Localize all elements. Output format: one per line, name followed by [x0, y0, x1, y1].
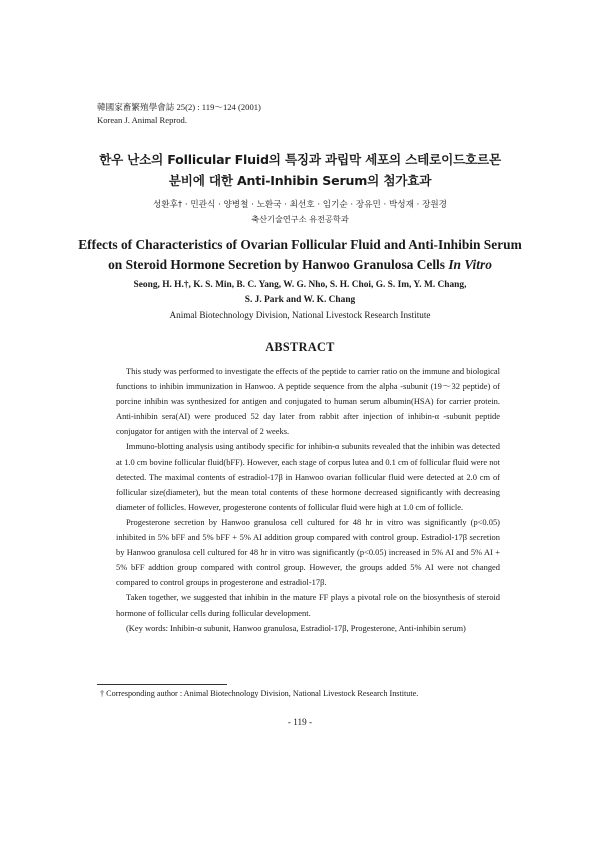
- abstract-paragraph-4: Taken together, we suggested that inhibin in the mature FF plays a pivotal role on the biosynthesis of steroid hormone of follicular cells during follicular development.: [116, 592, 500, 618]
- abstract-paragraph-1: This study was performed to investigate the effects of the peptide to carrier ratio on the immune and biological functions to inhibin immunization in Hanwoo. A peptide sequence from the alpha -subunit (19～32 peptide) of porcine inhibin was synthesized for antigen and conjugated to human serum albumin(HSA) for carrier protein. Anti-inhibin sera(AI) were produced 52 day later from rabbit after injection of inhibin-α -subunit peptide conjugator for antigen with the interval of 2 weeks.: [116, 366, 500, 437]
- journal-name: Korean J. Animal Reprod.: [97, 114, 187, 125]
- english-title-line-1: Effects of Characteristics of Ovarian Follicular Fluid and Anti-Inhibin Serum: [78, 237, 522, 252]
- english-authors-line-1: Seong, H. H.†, K. S. Min, B. C. Yang, W. G. Nho, S. H. Choi, G. S. Im, Y. M. Chang,: [133, 280, 467, 290]
- english-title-line-2: [0, 257, 600, 273]
- english-title-line-2-main: on Steroid Hormone Secretion by Hanwoo Granulosa Cells: [108, 257, 449, 272]
- korean-title-line-1: 한우 난소의 Follicular Fluid의 특징과 과립막 세포의 스테로이드호르몬: [99, 152, 501, 167]
- journal-citation: 韓國家畜繁殖學會誌 25(2) : 119～124 (2001): [97, 102, 261, 112]
- korean-affiliation: 축산기술연구소 유전공학과: [251, 214, 349, 224]
- abstract-paragraph-2: Immuno-blotting analysis using antibody specific for inhibin-α subunits revealed that the inhibin was detected at 1.0 cm bovine follicular fluid(bFF). However, each stage of corpus lutea and 0.1 cm of follicular fluid were not detected. The maximal contents of estradiol-17β in Hanwoo ovarian follicular fluid were detected at 2.0 cm of follicular size(diameter), but the mean total contents of these hormone decreased significantly with decreasing diameter of follicles. However, progesterone contents of follicular fluid were high at 1.0 cm of follicle.: [116, 441, 500, 512]
- journal-header: [97, 101, 261, 126]
- abstract-heading: ABSTRACT: [265, 340, 335, 354]
- abstract-paragraph-3: Progesterone secretion by Hanwoo granulosa cell cultured for 48 hr in vitro was significantly (p<0.05) inhibited in 5% bFF and 5% bFF + 5% AI addition group compared with control group. Estradiol-17β secretion by Hanwoo granulosa cell cultured for 48 hr in vitro was significantly (p<0.05) increased in 5% AI and 5% AI + 5% bFF addtion group compared with control group. However, the groups added 5% AI were not changed compared to control groups in progesterone and estradiol-17β.: [116, 516, 500, 588]
- korean-title-line-2: 분비에 대한 Anti-Inhibin Serum의 첨가효과: [168, 173, 432, 188]
- abstract-keywords: (Key words: Inhibin-α subunit, Hanwoo granulosa, Estradiol-17β, Progesterone, Anti-inhibin serum): [126, 622, 466, 633]
- english-authors-line-2: S. J. Park and W. K. Chang: [244, 295, 356, 305]
- korean-authors: 성환후† · 민관식 · 양병철 · 노환국 · 최선호 · 임기순 · 장유민 · 박성재 · 장원경: [152, 200, 447, 210]
- english-affiliation: Animal Biotechnology Division, National Livestock Research Institute: [169, 310, 431, 320]
- corresponding-author-footnote: † Corresponding author : Animal Biotechnology Division, National Livestock Research Institute.: [100, 689, 419, 698]
- abstract-body: [116, 364, 500, 636]
- english-title-italic: In Vitro: [448, 257, 492, 272]
- page-number: - 119 -: [287, 717, 313, 727]
- footnote-divider: [97, 684, 227, 685]
